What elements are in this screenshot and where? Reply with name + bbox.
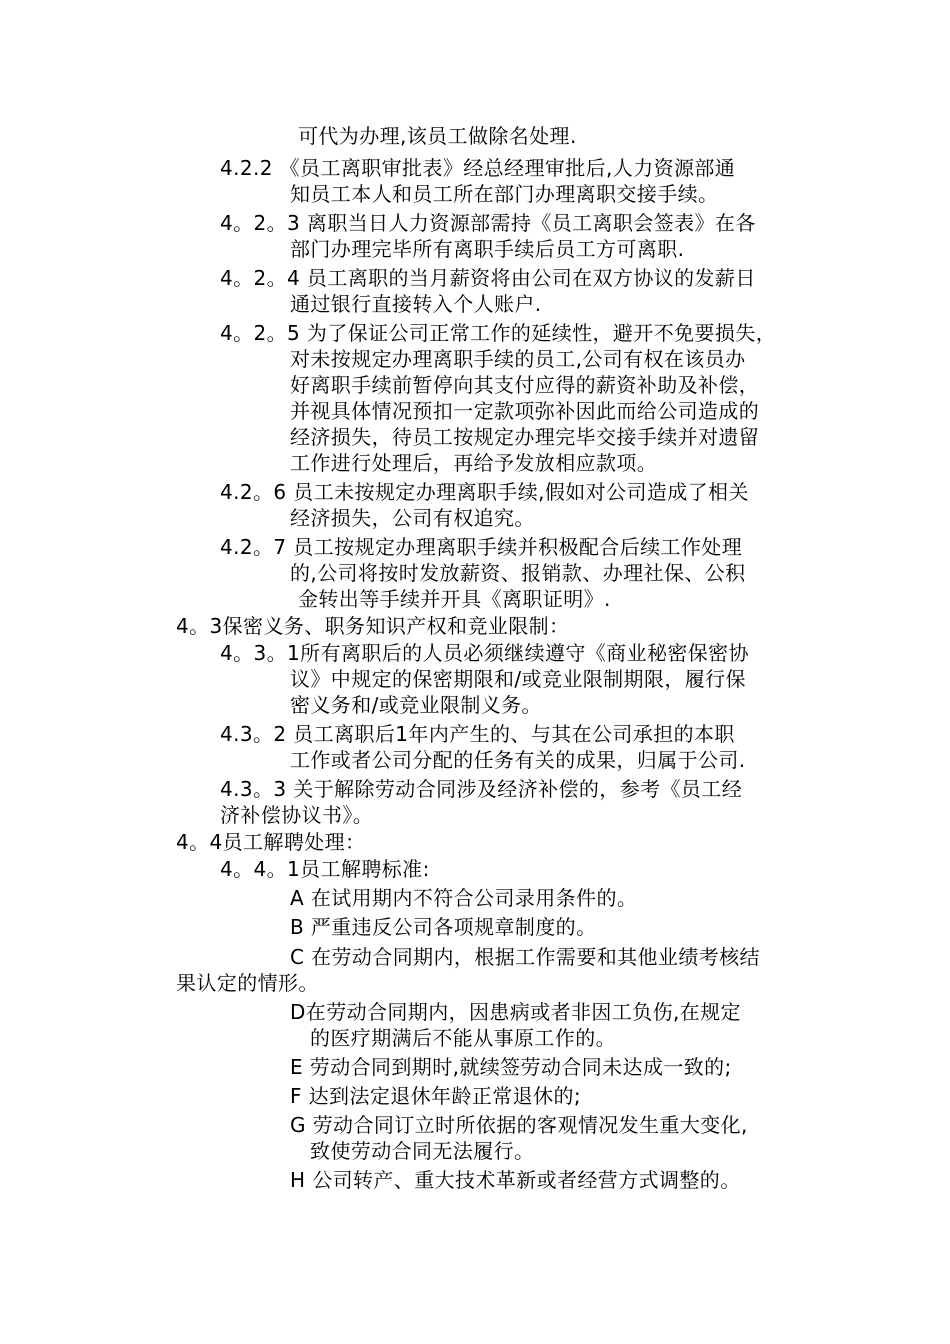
text-line: 可代为办理,该员工做除名处理. (298, 124, 577, 148)
text-line: 工作或者公司分配的任务有关的成果，归属于公司. (290, 748, 746, 772)
text-line: 经济损失，待员工按规定办理完毕交接手续并对遗留 (290, 425, 760, 449)
list-item: B 严重违反公司各项规章制度的。 (290, 915, 597, 939)
text-line: 4。4。1员工解聘标准: (220, 857, 430, 881)
list-item: E 劳动合同到期时,就续签劳动合同未达成一致的; (290, 1055, 732, 1079)
text-line: 4.2。7 员工按规定办理离职手续并积极配合后续工作处理 (220, 535, 743, 559)
text-line: 济补偿协议书》。 (220, 803, 374, 827)
section-heading: 4。3保密义务、职务知识产权和竞业限制： (176, 614, 570, 638)
text-line: 的,公司将按时发放薪资、报销款、办理社保、公积 (290, 561, 746, 585)
text-line: 4.3。3 关于解除劳动合同涉及经济补偿的，参考《员工经 (220, 777, 743, 801)
text-line: 4。3。1所有离职后的人员必须继续遵守《商业秘密保密协 (220, 641, 749, 665)
text-line: 对未按规定办理离职手续的员工,公司有权在该员办 (290, 347, 746, 371)
section-heading: 4。4员工解聘处理： (176, 830, 366, 854)
text-line: 4。2。3 离职当日人力资源部需持《员工离职会签表》在各 (220, 211, 756, 235)
text-line: 4.2。6 员工未按规定办理离职手续,假如对公司造成了相关 (220, 480, 749, 504)
list-item: D在劳动合同期内，因患病或者非因工负伤,在规定 (290, 1000, 741, 1024)
text-line: 工作进行处理后，再给予发放相应款项。 (290, 451, 658, 475)
text-line: 金转出等手续并开具《离职证明》. (298, 587, 611, 611)
text-line: 好离职手续前暂停向其支付应得的薪资补助及补偿， (290, 373, 760, 397)
list-item-continuation: 果认定的情形。 (176, 971, 319, 995)
text-line: 经济损失，公司有权追究。 (290, 506, 535, 530)
text-line: 通过银行直接转入个人账户. (290, 292, 542, 316)
text-line: 议》中规定的保密期限和/或竞业限制期限，履行保 (290, 667, 746, 691)
text-line: 4.2.2 《员工离职审批表》经总经理审批后,人力资源部通 (220, 156, 736, 180)
list-item: H 公司转产、重大技术革新或者经营方式调整的。 (290, 1168, 741, 1192)
list-item-continuation: 的医疗期满后不能从事原工作的。 (310, 1026, 616, 1050)
text-line: 4。2。5 为了保证公司正常工作的延续性，避开不免要损失， (220, 321, 777, 345)
list-item: F 达到法定退休年龄正常退休的; (290, 1084, 581, 1108)
text-line: 4。2。4 员工离职的当月薪资将由公司在双方协议的发薪日 (220, 266, 756, 290)
list-item-continuation: 致使劳动合同无法履行。 (310, 1139, 535, 1163)
text-line: 并视具体情况预扣一定款项弥补因此而给公司造成的 (290, 399, 760, 423)
text-line: 部门办理完毕所有离职手续后员工方可离职. (290, 237, 685, 261)
list-item: A 在试用期内不符合公司录用条件的。 (290, 886, 638, 910)
text-line: 密义务和/或竞业限制义务。 (290, 693, 542, 717)
list-item: G 劳动合同订立时所依据的客观情况发生重大变化, (290, 1113, 748, 1137)
list-item: C 在劳动合同期内，根据工作需要和其他业绩考核结 (290, 945, 760, 969)
text-line: 4.3。2 员工离职后1年内产生的、与其在公司承担的本职 (220, 722, 735, 746)
text-line: 知员工本人和员工所在部门办理离职交接手续。 (290, 182, 719, 206)
